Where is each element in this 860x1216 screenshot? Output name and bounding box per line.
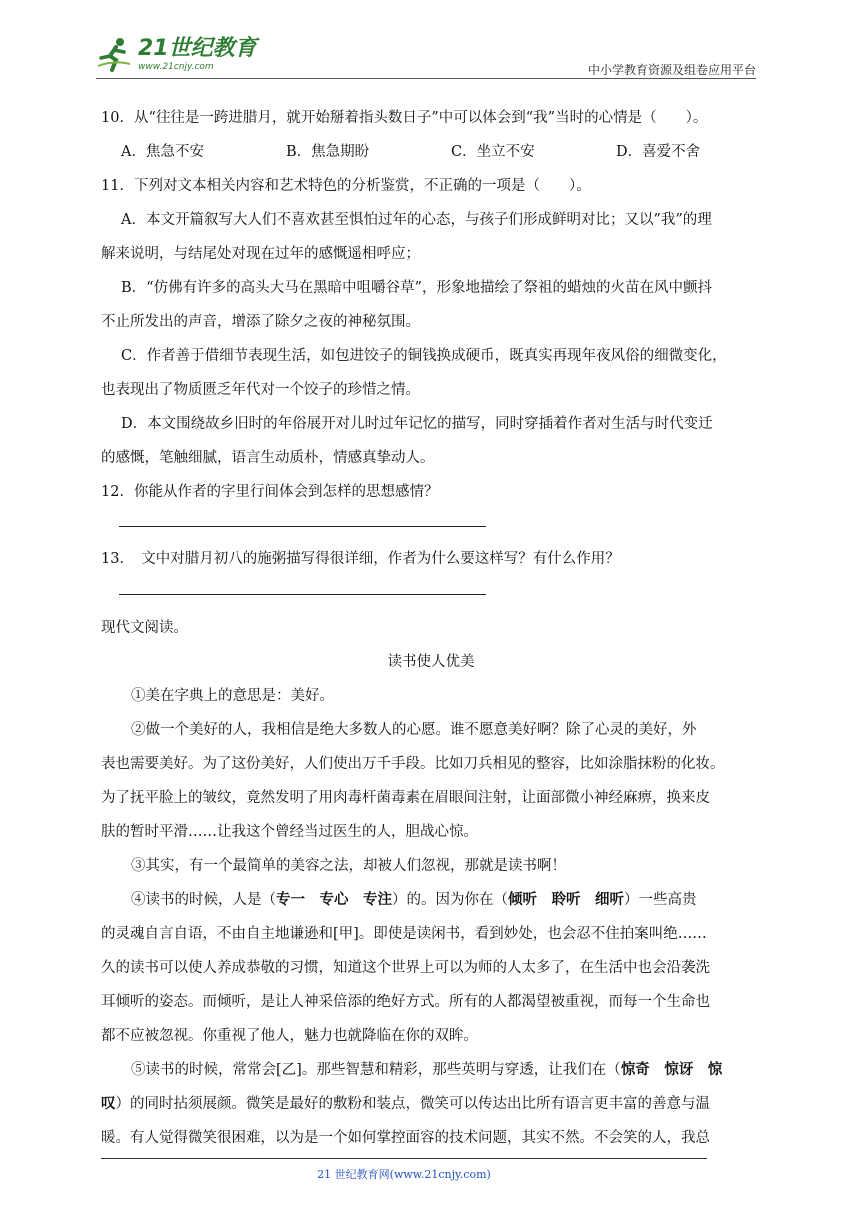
question-11-option-b-line-2: 不止所发出的声音，增添了除夕之夜的神秘氛围。	[101, 314, 420, 330]
option-b: B．焦急期盼	[286, 144, 370, 160]
paragraph-2-line-3: 为了抚平脸上的皱纹，竟然发明了用肉毒杆菌毒素在眉眼间注射，让面部微小神经麻痹，换来皮	[101, 790, 710, 806]
paragraph-4-text: ）一些高贵	[624, 892, 697, 908]
option-d: D．喜爱不舍	[616, 144, 701, 160]
question-13-answer-line[interactable]	[119, 594, 486, 595]
section-label: 现代文阅读。	[101, 620, 188, 636]
site-logo	[96, 36, 257, 72]
paragraph-4-text: ）的。因为你在（	[392, 892, 508, 908]
paragraph-5-text: ）的同时拈须展颜。微笑是最好的敷粉和装点，微笑可以传达出比所有语言更丰富的善意与温	[115, 1096, 710, 1112]
logo-sub-text: www.21cnjy.com	[138, 61, 214, 72]
paragraph-4-line-3: 久的读书可以使人养成恭敬的习惯，知道这个世界上可以为师的人太多了，在生活中也会沿袭洗	[101, 960, 710, 976]
question-11-option-d-line-2: 的感慨，笔触细腻，语言生动质朴，情感真挚动人。	[101, 450, 435, 466]
question-11-option-a-line-2: 解来说明，与结尾处对现在过年的感慨遥相呼应；	[101, 246, 420, 262]
paragraph-4-line-2: 的灵魂自言自语，不由自主地谦逊和[甲]。即使是读闲书，看到妙处，也会忍不住拍案叫绝……	[101, 926, 707, 942]
paragraph-4-line-5: 都不应被忽视。你重视了他人，魅力也就降临在你的双眸。	[101, 1028, 478, 1044]
passage-title: 读书使人优美	[387, 654, 475, 670]
paragraph-2-line-1: ②做一个美好的人，我相信是绝大多数人的心愿。谁不愿意美好啊？除了心灵的美好，外	[131, 722, 697, 738]
footer-divider	[101, 1158, 707, 1159]
question-11-option-c-line-2: 也表现出了物质匮乏年代对一个饺子的珍惜之情。	[101, 382, 420, 398]
question-13-stem: 13． 文中对腊月初八的施粥描写得很详细，作者为什么要这样写？有什么作用？	[101, 551, 620, 567]
paragraph-4-text: ④读书的时候，人是（	[131, 892, 276, 908]
page-header	[0, 0, 860, 80]
footer-link[interactable]: 21 世纪教育网(www.21cnjy.com)	[317, 1168, 491, 1181]
paragraph-1: ①美在字典上的意思是：美好。	[131, 688, 334, 704]
question-11-option-c-line-1: C．作者善于借细节表现生活，如包进饺子的铜钱换成硬币，既真实再现年夜风俗的细微变化，	[121, 348, 727, 364]
paragraph-5-line-3: 暖。有人觉得微笑很困难，以为是一个如何掌控面容的技术问题，其实不然。不会笑的人，我总	[101, 1130, 710, 1146]
question-11-stem: 11．下列对文本相关内容和艺术特色的分析鉴赏，不正确的一项是（ ）。	[101, 178, 591, 194]
paragraph-4-line-4: 耳倾听的姿态。而倾听，是让人神采倍添的绝好方式。所有的人都渴望被重视，而每一个生命也	[101, 994, 710, 1010]
word-choice-group-2: 倾听 聆听 细听	[508, 891, 624, 908]
word-choice-group-3: 惊奇 惊讶 惊	[620, 1061, 723, 1078]
question-11-option-d-line-1: D．本文围绕故乡旧时的年俗展开对儿时过年记忆的描写，同时穿插着作者对生活与时代变迁	[121, 416, 713, 432]
header-divider	[96, 78, 756, 79]
question-10-stem: 10．从“往往是一跨进腊月，就开始掰着指头数日子”中可以体会到“我”当时的心情是（ ）。	[101, 110, 708, 126]
paragraph-5-line-2	[101, 1092, 710, 1113]
question-12-stem: 12．你能从作者的字里行间体会到怎样的思想感情？	[101, 484, 439, 500]
option-c: C．坐立不安	[451, 144, 535, 160]
runner-logo-icon	[96, 36, 132, 72]
paragraph-4-line-1	[131, 888, 697, 909]
paragraph-2-line-4: 肤的暂时平滑……让我这个曾经当过医生的人，胆战心惊。	[101, 824, 478, 840]
question-11-option-a-line-1: A．本文开篇叙写大人们不喜欢甚至惧怕过年的心态，与孩子们形成鲜明对比；又以”我”的理	[121, 212, 712, 228]
logo-main-text: 21世纪教育	[138, 35, 257, 61]
word-choice-group-3-end: 叹	[101, 1095, 116, 1112]
question-10-options	[121, 140, 781, 161]
paragraph-2-line-2: 表也需要美好。为了这份美好，人们使出万千手段。比如刀兵相见的整容，比如涂脂抹粉的化妆。	[101, 756, 725, 772]
question-11-option-b-line-1: B．“仿佛有许多的高头大马在黑暗中咀嚼谷草”，形象地描绘了祭祖的蜡烛的火苗在风中颤抖	[121, 280, 712, 296]
question-12-answer-line[interactable]	[119, 526, 486, 527]
option-a: A．焦急不安	[121, 144, 204, 160]
paragraph-3: ③其实，有一个最简单的美容之法，却被人们忽视，那就是读书啊！	[131, 858, 566, 874]
paragraph-5-line-1	[131, 1058, 722, 1079]
platform-name: 中小学教育资源及组卷应用平台	[587, 63, 756, 77]
paragraph-5-text: ⑤读书的时候，常常会[乙]。那些智慧和精彩，那些英明与穿透，让我们在（	[131, 1062, 621, 1078]
word-choice-group-1: 专一 专心 专注	[276, 891, 392, 908]
